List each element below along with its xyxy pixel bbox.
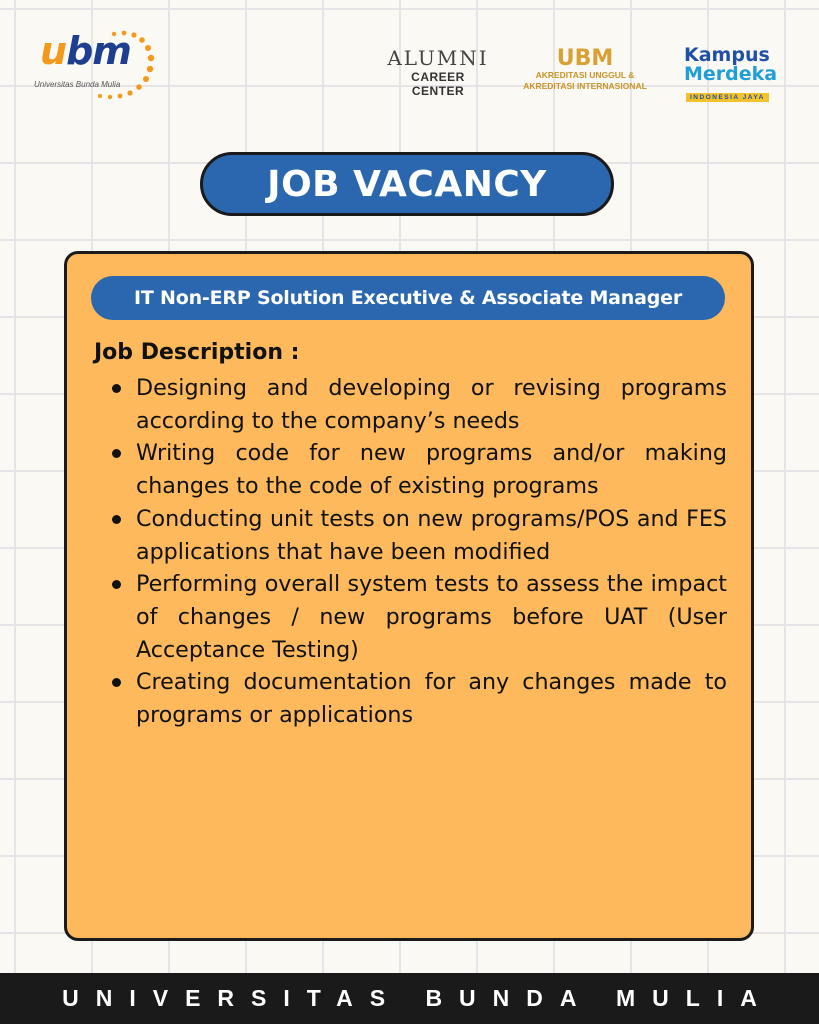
- kampus-logo-tagline: INDONESIA JAYA: [686, 93, 769, 102]
- accreditation-logo: [504, 48, 666, 100]
- accreditation-logo-line1: AKREDITASI UNGGUL &: [535, 70, 635, 80]
- list-item: Creating documentation for any changes made to programs or applications: [104, 666, 727, 731]
- list-item: Performing overall system tests to assess the impact of changes / new programs before UAT (User Acceptance Testing): [104, 568, 727, 666]
- kampus-logo-line1: Kampus: [684, 44, 770, 66]
- ubm-logo: [32, 28, 162, 113]
- footer-text: UNIVERSITAS BUNDA MULIA: [62, 985, 774, 1011]
- list-item: Writing code for new programs and/or making changes to the code of existing programs: [104, 437, 727, 502]
- list-item: Conducting unit tests on new programs/POS and FES applications that have been modified: [104, 503, 727, 568]
- list-item: Designing and developing or revising programs according to the company’s needs: [104, 372, 727, 437]
- position-banner: [91, 276, 725, 320]
- job-vacancy-banner: [200, 152, 614, 216]
- page-title: JOB VACANCY: [267, 163, 547, 205]
- ubm-logo-mark: ubm: [40, 29, 131, 73]
- accreditation-logo-top: UBM: [556, 46, 614, 71]
- position-title: IT Non-ERP Solution Executive & Associate Manager: [134, 287, 682, 309]
- job-duties-list: [104, 372, 727, 732]
- kampus-logo-line2: Merdeka: [684, 63, 778, 85]
- footer-bar: [0, 973, 819, 1024]
- ubm-logo-subtitle: Universitas Bunda Mulia: [34, 80, 121, 89]
- alumni-career-center-logo: [386, 48, 490, 98]
- accreditation-logo-line2: AKREDITASI INTERNASIONAL: [523, 81, 647, 91]
- alumni-logo-bottom: CAREER CENTER: [411, 70, 465, 98]
- job-description-heading: Job Description :: [94, 340, 300, 365]
- kampus-merdeka-logo: [684, 46, 788, 106]
- alumni-logo-top: ALUMNI: [387, 46, 489, 70]
